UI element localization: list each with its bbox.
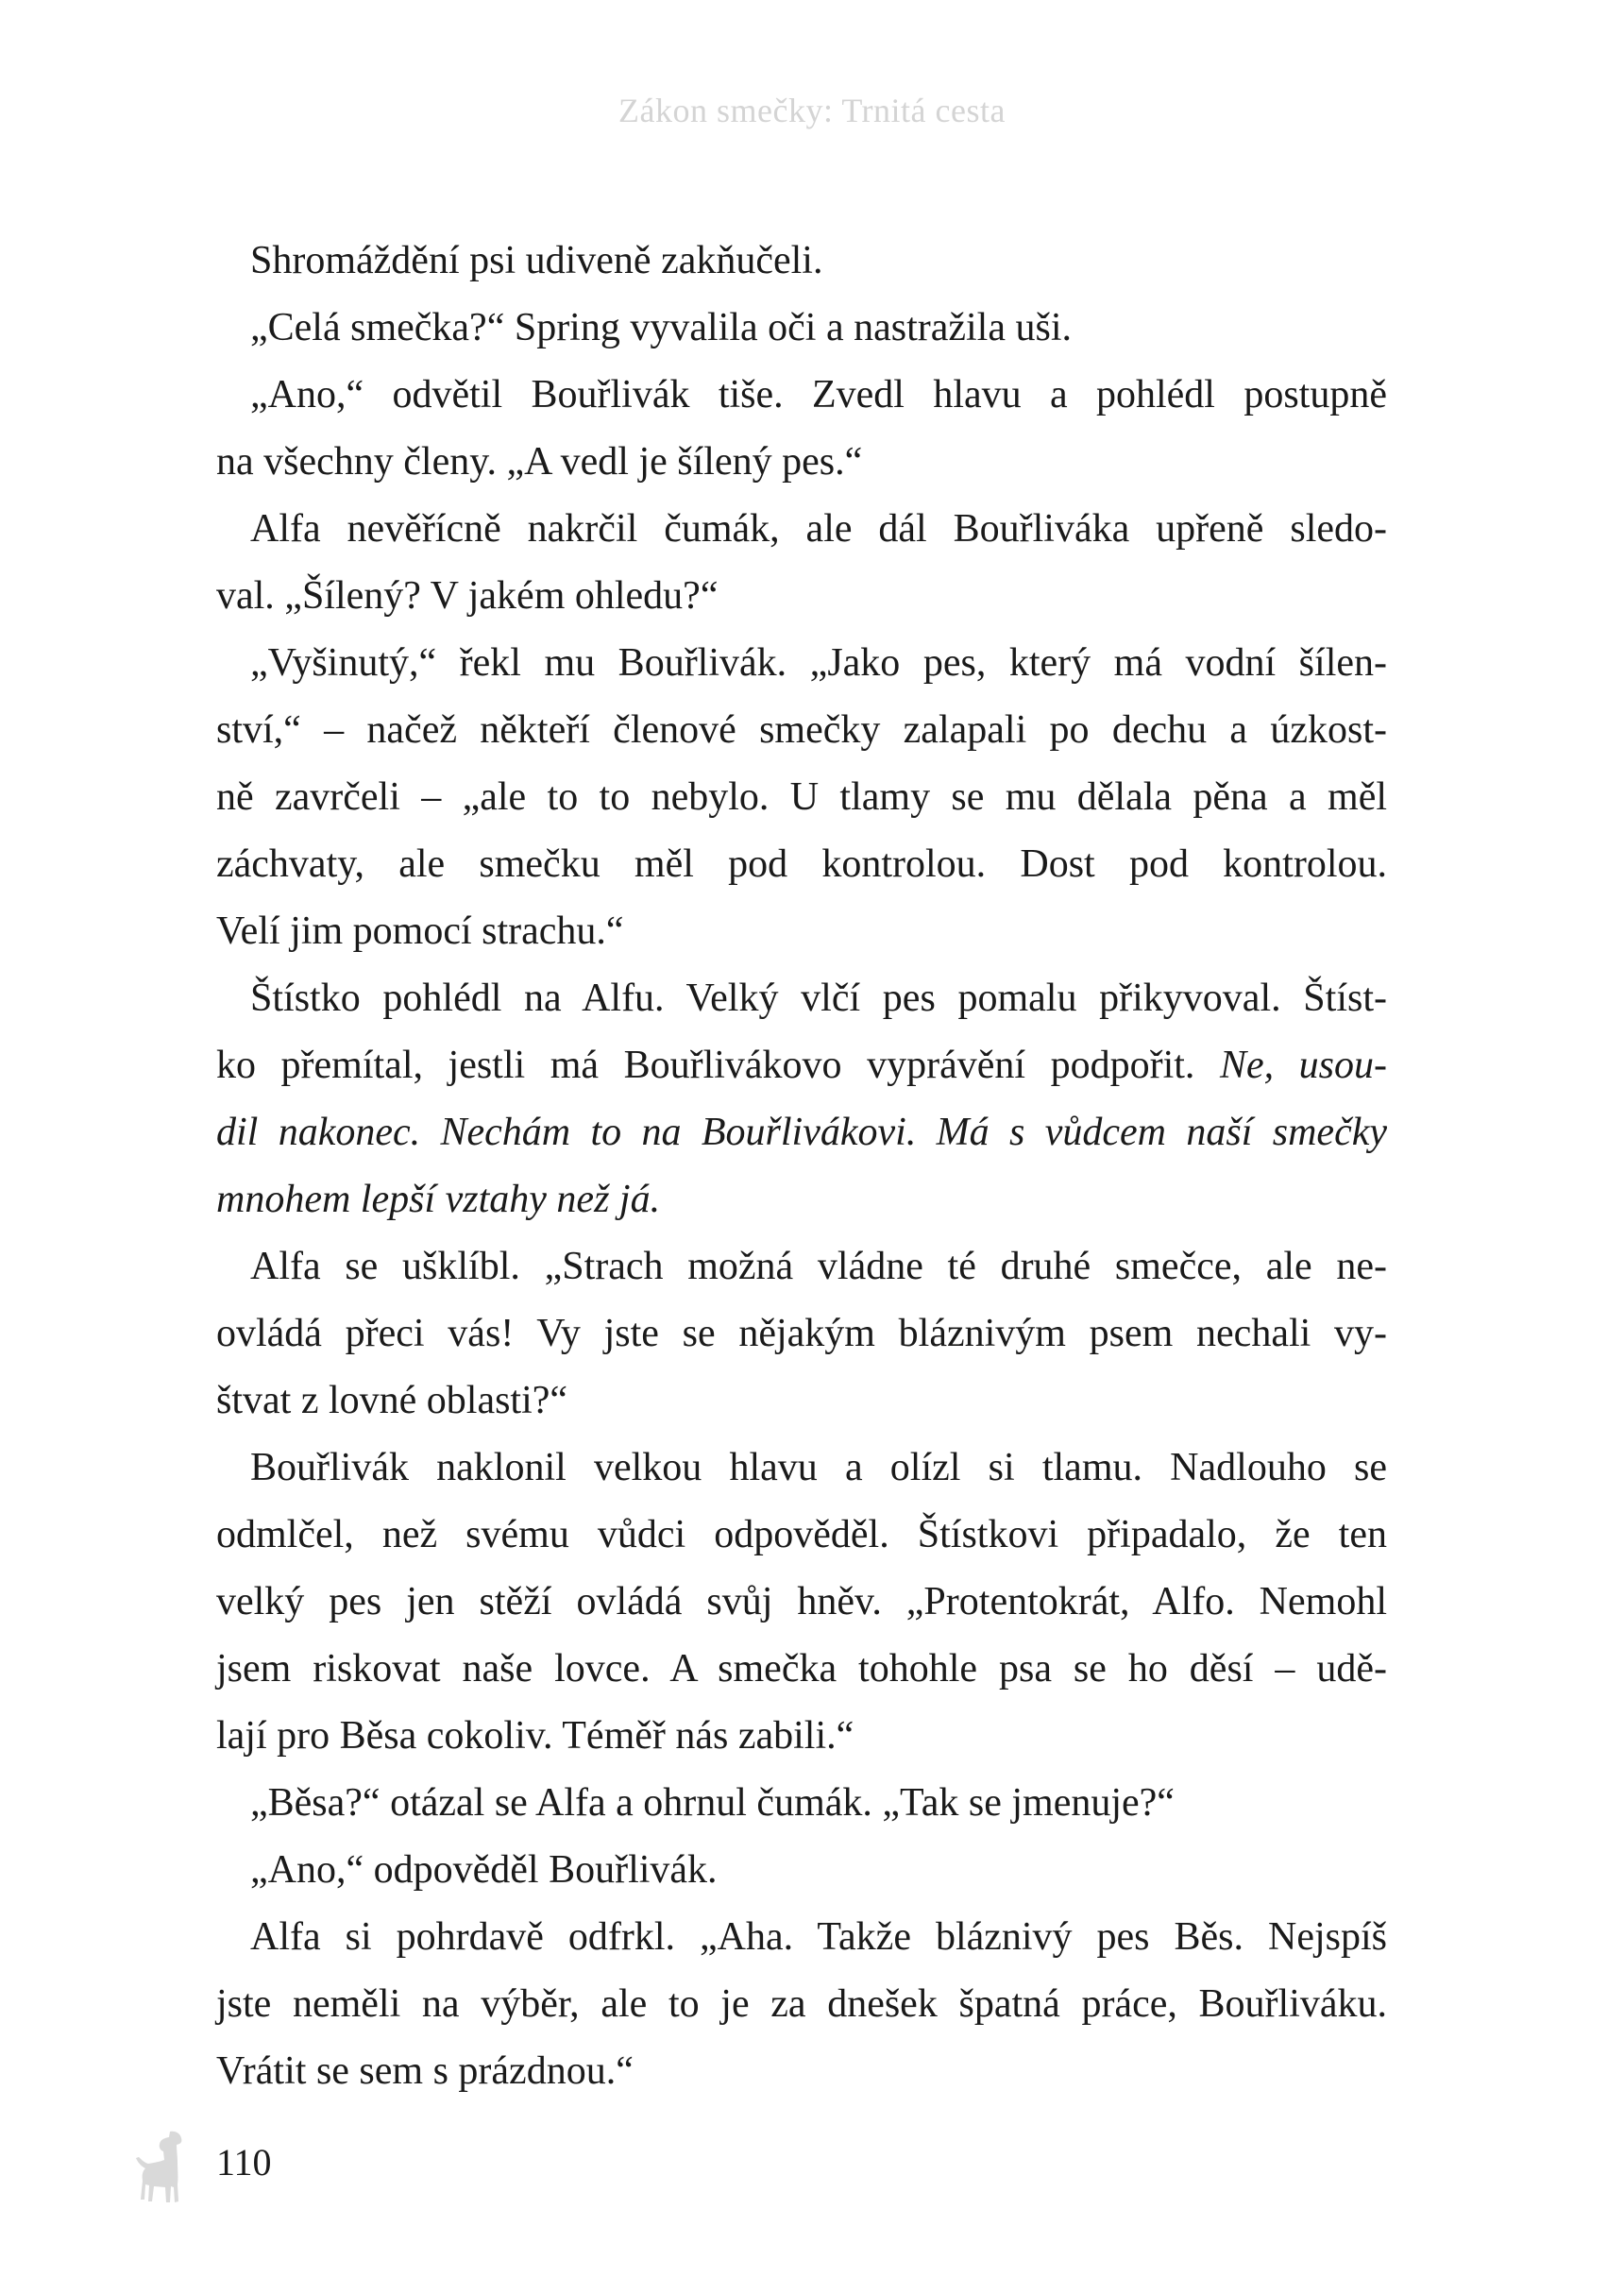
line-text: odmlčel, než svému vůdci odpověděl. Štístkovi připadalo, že ten (216, 1513, 1387, 1556)
line-text: Velí jim pomocí strachu.“ (216, 909, 624, 953)
text-line (216, 1569, 1387, 1636)
line-text: ko přemítal, jestli má Bouřlivákovo vyprávění podpořit. (216, 1044, 1220, 1087)
text-line (216, 1502, 1387, 1569)
text-line (216, 1032, 1387, 1099)
line-text: Shromáždění psi udiveně zakňučeli. (250, 239, 823, 282)
line-text: jsem riskovat naše lovce. A smečka tohohle psa se ho děsí – udě- (216, 1647, 1387, 1691)
line-text: ně zavrčeli – „ale to to nebylo. U tlamy se mu dělala pěna a měl (216, 775, 1387, 819)
text-line (216, 228, 1387, 295)
running-header: Zákon smečky: Trnitá cesta (618, 92, 1006, 129)
line-text: na všechny členy. „A vedl je šílený pes.“ (216, 440, 863, 484)
line-text: jste neměli na výběr, ale to je za dnešek špatná práce, Bouřliváku. (216, 1982, 1387, 2026)
text-line (216, 563, 1387, 630)
text-line (216, 831, 1387, 898)
text-line (216, 429, 1387, 496)
line-text: Alfa se ušklíbl. „Strach možná vládne té druhé smečce, ale ne- (250, 1245, 1387, 1288)
text-line (216, 1904, 1387, 1971)
text-line (216, 2038, 1387, 2105)
text-line (216, 1770, 1387, 1837)
line-text: „Ano,“ odpověděl Bouřlivák. (250, 1848, 718, 1892)
text-line (216, 1837, 1387, 1904)
line-text: lají pro Běsa cokoliv. Téměř nás zabili.“ (216, 1714, 854, 1758)
text-line (216, 898, 1387, 965)
line-text: val. „Šílený? V jakém ohledu?“ (216, 574, 719, 618)
line-text: velký pes jen stěží ovládá svůj hněv. „Protentokrát, Alfo. Nemohl (216, 1580, 1387, 1623)
line-text: Bouřlivák naklonil velkou hlavu a olízl si tlamu. Nadlouho se (250, 1446, 1387, 1489)
line-text: štvat z lovné oblasti?“ (216, 1379, 568, 1422)
italic-thought: dil nakonec. Nechám to na Bouřlivákovi. Má s vůdcem naší smečky (216, 1111, 1387, 1154)
line-text: záchvaty, ale smečku měl pod kontrolou. Dost pod kontrolou. (216, 842, 1387, 886)
text-line (216, 630, 1387, 697)
dog-silhouette-icon (128, 2130, 195, 2205)
text-line (216, 1099, 1387, 1166)
text-line (216, 697, 1387, 764)
text-line (216, 1300, 1387, 1368)
body-text (216, 228, 1387, 2105)
italic-thought: mnohem lepší vztahy než já. (216, 1178, 661, 1221)
text-line (216, 1368, 1387, 1435)
italic-thought: Ne, usou- (1219, 1044, 1387, 1087)
line-text: „Ano,“ odvětil Bouřlivák tiše. Zvedl hlavu a pohlédl postupně (250, 373, 1387, 416)
line-text: ovládá přeci vás! Vy jste se nějakým bláznivým psem nechali vy- (216, 1312, 1387, 1355)
line-text: Štístko pohlédl na Alfu. Velký vlčí pes pomalu přikyvoval. Štíst- (250, 977, 1387, 1020)
line-text: Alfa nevěřícně nakrčil čumák, ale dál Bouřliváka upřeně sledo- (250, 507, 1387, 551)
line-text: Alfa si pohrdavě odfrkl. „Aha. Takže bláznivý pes Běs. Nejspíš (250, 1915, 1387, 1959)
line-text: „Běsa?“ otázal se Alfa a ohrnul čumák. „Tak se jmenuje?“ (250, 1781, 1175, 1825)
line-text: „Celá smečka?“ Spring vyvalila oči a nastražila uši. (250, 306, 1073, 349)
text-line (216, 1636, 1387, 1703)
text-line (216, 965, 1387, 1032)
page-number: 110 (216, 2141, 272, 2184)
text-line (216, 1166, 1387, 1233)
text-line (216, 1971, 1387, 2038)
text-line (216, 496, 1387, 563)
text-line (216, 1435, 1387, 1502)
text-line (216, 295, 1387, 362)
text-line (216, 1703, 1387, 1770)
text-line (216, 1233, 1387, 1300)
text-line (216, 362, 1387, 429)
text-line (216, 764, 1387, 831)
line-text: „Vyšinutý,“ řekl mu Bouřlivák. „Jako pes, který má vodní šílen- (250, 641, 1387, 685)
line-text: Vrátit se sem s prázdnou.“ (216, 2049, 634, 2093)
line-text: ství,“ – načež někteří členové smečky zalapali po dechu a úzkost- (216, 708, 1387, 752)
